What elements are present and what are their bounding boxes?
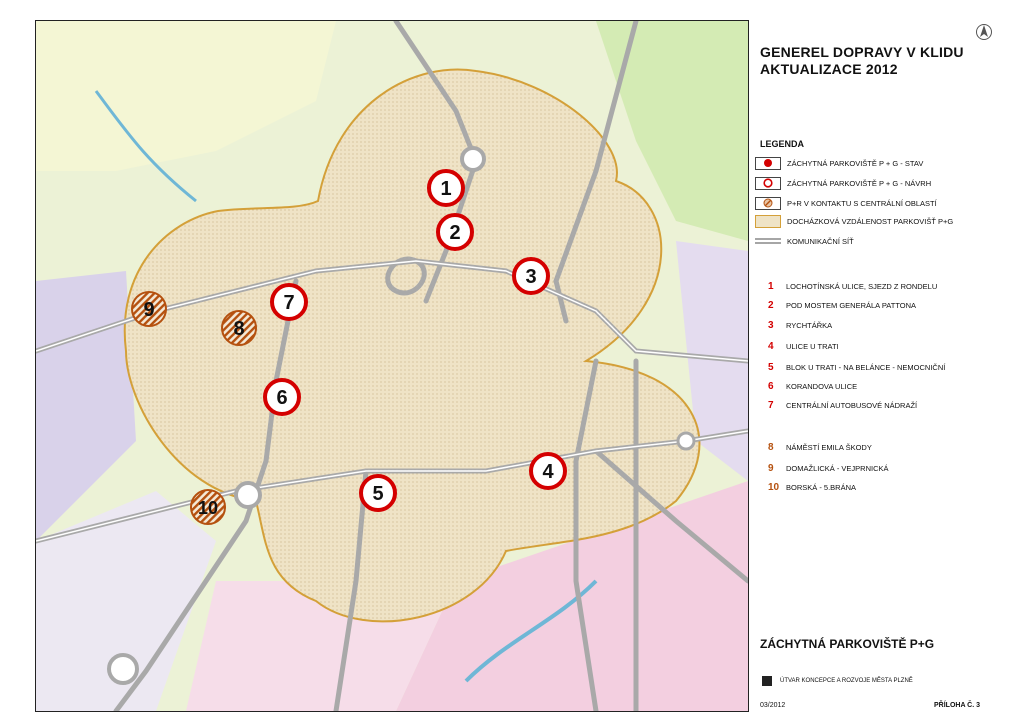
svg-text:3: 3 [525,266,537,288]
site-list-item-9: 9 DOMAŽLICKÁ - VEJPRNICKÁ [768,463,889,474]
legend-item-walking [755,213,953,229]
site-marker-8[interactable] [222,311,256,345]
site-marker-6[interactable] [265,380,299,414]
site-list-item-10: 10 BORSKÁ - 5.BRÁNA [768,482,857,493]
site-list-item-8: 8 NÁMĚSTÍ EMILA ŠKODY [768,442,872,453]
site-list-item-7: 7 CENTRÁLNÍ AUTOBUSOVÉ NÁDRAŽÍ [768,400,918,411]
north-arrow-icon [976,22,992,42]
legend-label: ZÁCHYTNÁ PARKOVIŠTĚ P + G - STAV [787,158,924,168]
map-svg [36,21,748,711]
site-marker-4[interactable] [531,454,565,488]
svg-text:6: 6 [276,387,288,409]
organization-name: ÚTVAR KONCEPCE A ROZVOJE MĚSTA PLZNĚ [780,678,913,684]
map-area[interactable] [35,20,749,712]
map-subtitle: ZÁCHYTNÁ PARKOVIŠTĚ P+G [760,637,935,651]
double-gray-line-icon [755,235,781,248]
red-ring-icon [755,177,781,190]
site-marker-10[interactable] [191,490,225,524]
map-title [760,44,964,78]
organization-logo-icon [762,676,772,686]
svg-text:1: 1 [440,178,452,200]
map-date: 03/2012 [760,702,786,709]
title-line-2: AKTUALIZACE 2012 [760,61,898,77]
filled-red-dot-icon [755,157,781,170]
legend-item-pr [755,195,937,211]
svg-text:8: 8 [233,318,245,340]
site-list-item-1: 1 LOCHOTÍNSKÁ ULICE, SJEZD Z RONDELU [768,281,938,292]
legend-label: P+R V KONTAKTU S CENTRÁLNÍ OBLASTÍ [787,198,937,208]
svg-text:7: 7 [283,292,295,314]
roundabout-north [462,148,484,170]
site-list-item-4: 4 ULICE U TRATI [768,341,839,352]
site-marker-1[interactable] [429,171,463,205]
annex-label: PŘÍLOHA Č. 3 [934,702,981,709]
site-marker-5[interactable] [361,476,395,510]
organization [762,676,913,686]
legend-item-navrh [755,175,931,191]
site-marker-7[interactable] [272,285,306,319]
title-line-1: GENEREL DOPRAVY V KLIDU [760,44,964,60]
site-list-item-3: 3 RYCHTÁŘKA [768,320,833,331]
legend-label: ZÁCHYTNÁ PARKOVIŠTĚ P + G - NÁVRH [787,178,932,188]
site-marker-2[interactable] [438,215,472,249]
roundabout-west [236,483,260,507]
roundabout-southwest [109,655,137,683]
legend-item-stav [755,155,923,171]
site-marker-9[interactable] [132,292,166,326]
svg-text:10: 10 [197,498,219,518]
site-list-item-2: 2 POD MOSTEM GENERÁLA PATTONA [768,300,917,311]
site-marker-3[interactable] [514,259,548,293]
roundabout-east [678,433,694,449]
svg-text:5: 5 [372,483,384,505]
legend-label: DOCHÁZKOVÁ VZDÁLENOST PARKOVIŠŤ P+G [787,216,954,226]
legend-heading: LEGENDA [760,139,805,149]
legend-item-roads [755,233,854,249]
svg-text:9: 9 [143,299,155,321]
svg-text:2: 2 [449,222,461,244]
dotted-beige-area-icon [755,215,781,228]
legend-label: KOMUNIKAČNÍ SÍŤ [787,236,854,246]
svg-text:4: 4 [542,461,554,483]
site-list-item-6: 6 KORANDOVA ULICE [768,381,858,392]
site-list-item-5: 5 BLOK U TRATI - NA BELÁNCE - NEMOCNIČNÍ [768,362,946,373]
hatched-brown-dot-icon [755,197,781,210]
